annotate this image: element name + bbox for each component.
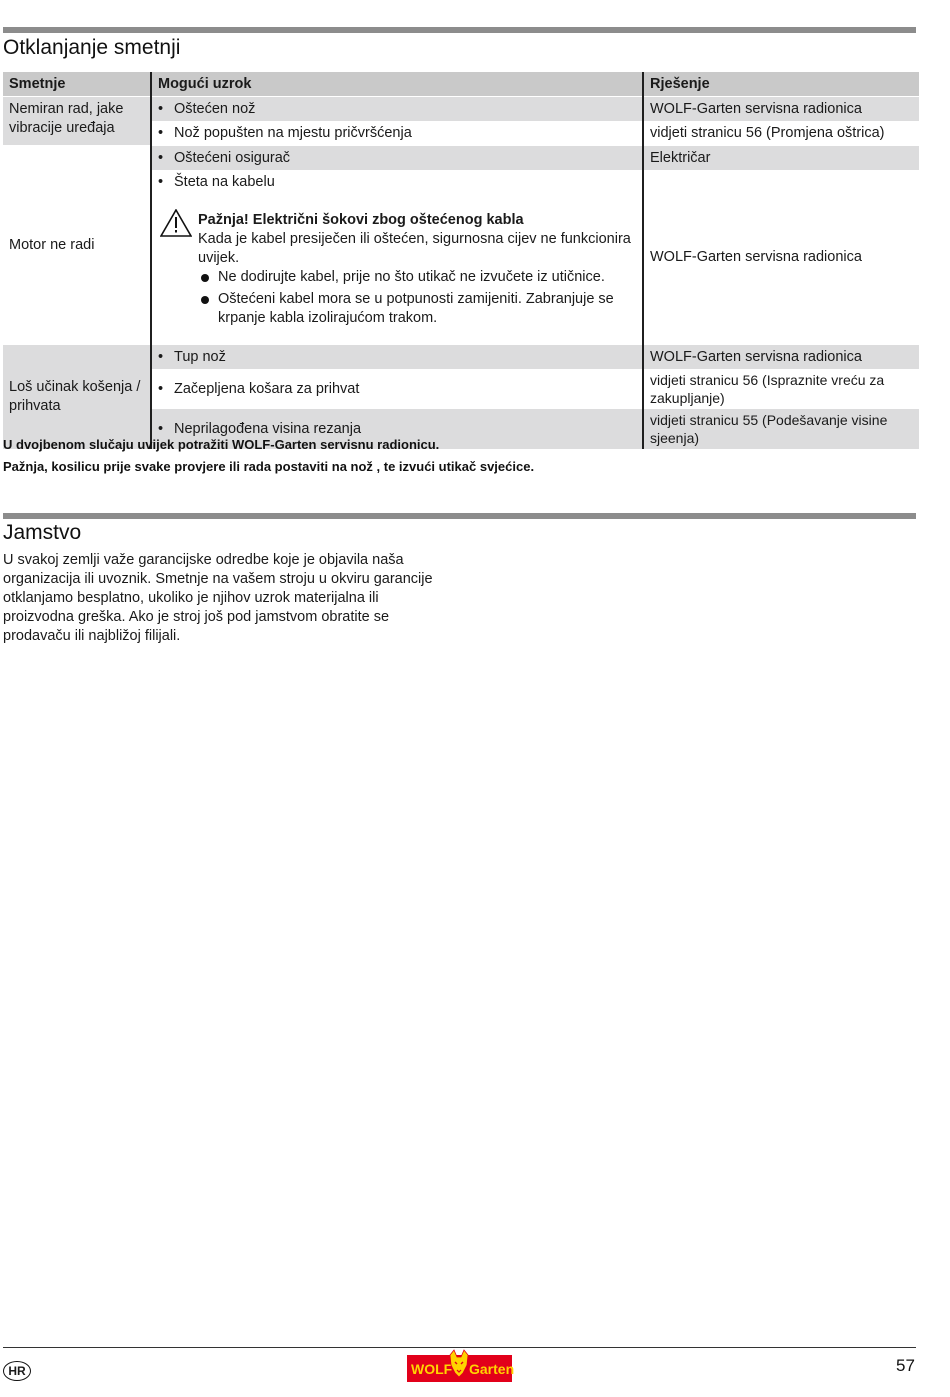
warning-triangle-icon xyxy=(160,209,192,237)
solution-cell: vidjeti stranicu 56 (Ispraznite vreću za zakupljanje) xyxy=(643,369,919,409)
section-title-warranty: Jamstvo xyxy=(3,521,82,544)
cause-cell xyxy=(151,121,643,146)
logo-text-garten: Garten xyxy=(469,1361,515,1377)
warning-title: Pažnja! Električni šokovi zbog oštećenog kabla xyxy=(198,211,524,228)
note-service: U dvojbenom slučaju uvijek potražiti WOLF-Garten servisnu radionicu. xyxy=(3,437,440,452)
solution-cell: WOLF-Garten servisna radionica xyxy=(643,170,919,345)
note-safety: Pažnja, kosilicu prije svake provjere ili rada postaviti na nož , te izvući utikač svjećice. xyxy=(3,459,535,474)
cause-text: • Oštećen nož xyxy=(158,101,255,117)
table-header-row xyxy=(3,72,919,97)
cause-cell xyxy=(151,97,643,122)
cause-text: • Neprilagođena visina rezanja xyxy=(158,421,361,437)
wolf-head-icon xyxy=(447,1349,471,1379)
solution-cell: WOLF-Garten servisna radionica xyxy=(643,97,919,122)
header-cause: Mogući uzrok xyxy=(151,72,643,97)
warning-block xyxy=(158,207,636,332)
troubleshooting-table xyxy=(3,72,919,449)
warning-cell xyxy=(151,194,643,345)
cause-text: • Začepljena košara za prihvat xyxy=(158,381,359,397)
cause-text: • Oštećeni osigurač xyxy=(158,150,290,166)
table-row xyxy=(3,345,919,370)
header-fault: Smetnje xyxy=(3,72,151,97)
fault-cell: Motor ne radi xyxy=(3,146,151,345)
cause-text: • Nož popušten na mjestu pričvršćenja xyxy=(158,125,412,141)
cause-cell xyxy=(151,170,643,194)
logo-text-wolf: WOLF xyxy=(411,1361,453,1377)
section-rule-warranty xyxy=(3,513,916,519)
language-badge: HR xyxy=(3,1361,31,1381)
solution-cell: WOLF-Garten servisna radionica xyxy=(643,345,919,370)
warning-point: Ne dodirujte kabel, prije no što utikač ne izvučete iz utičnice. xyxy=(198,268,636,287)
cause-cell xyxy=(151,146,643,171)
table-row xyxy=(3,97,919,122)
header-solution: Rješenje xyxy=(643,72,919,97)
solution-cell: vidjeti stranicu 55 (Podešavanje visine sjeenja) xyxy=(643,409,919,449)
cause-cell xyxy=(151,345,643,370)
warning-point: Oštećeni kabel mora se u potpunosti zamijeniti. Zabranjuje se krpanje kabla izolirajućom trakom. xyxy=(198,290,636,328)
section-title-troubleshooting: Otklanjanje smetnji xyxy=(3,36,181,59)
fault-cell: Nemiran rad, jake vibracije uređaja xyxy=(3,97,151,146)
table-row xyxy=(3,146,919,171)
fault-cell: Loš učinak košenja / prihvata xyxy=(3,345,151,450)
wolf-garten-logo xyxy=(407,1355,515,1382)
section-rule-top xyxy=(3,27,916,33)
cause-text: • Tup nož xyxy=(158,349,226,365)
footer-rule xyxy=(3,1347,916,1348)
solution-cell: vidjeti stranicu 56 (Promjena oštrica) xyxy=(643,121,919,146)
cause-cell xyxy=(151,369,643,409)
warning-text: Kada je kabel presiječen ili oštećen, sigurnosna cijev ne funkcionira uvijek. xyxy=(198,230,631,266)
cause-text: • Šteta na kabelu xyxy=(158,174,275,190)
warranty-text: U svakoj zemlji važe garancijske odredbe koje je objavila naša organizacija ili uvoznik. Smetnje na vašem stroju u okviru garancije otklanjamo besplatno, ukoliko je njihov uzrok materijalna ili proizvodna greška. Ako je stroj još pod jamstvom obratite se prodavaču ili najbližoj filijali. xyxy=(3,552,433,644)
page-number: 57 xyxy=(896,1356,915,1375)
solution-cell: Električar xyxy=(643,146,919,171)
